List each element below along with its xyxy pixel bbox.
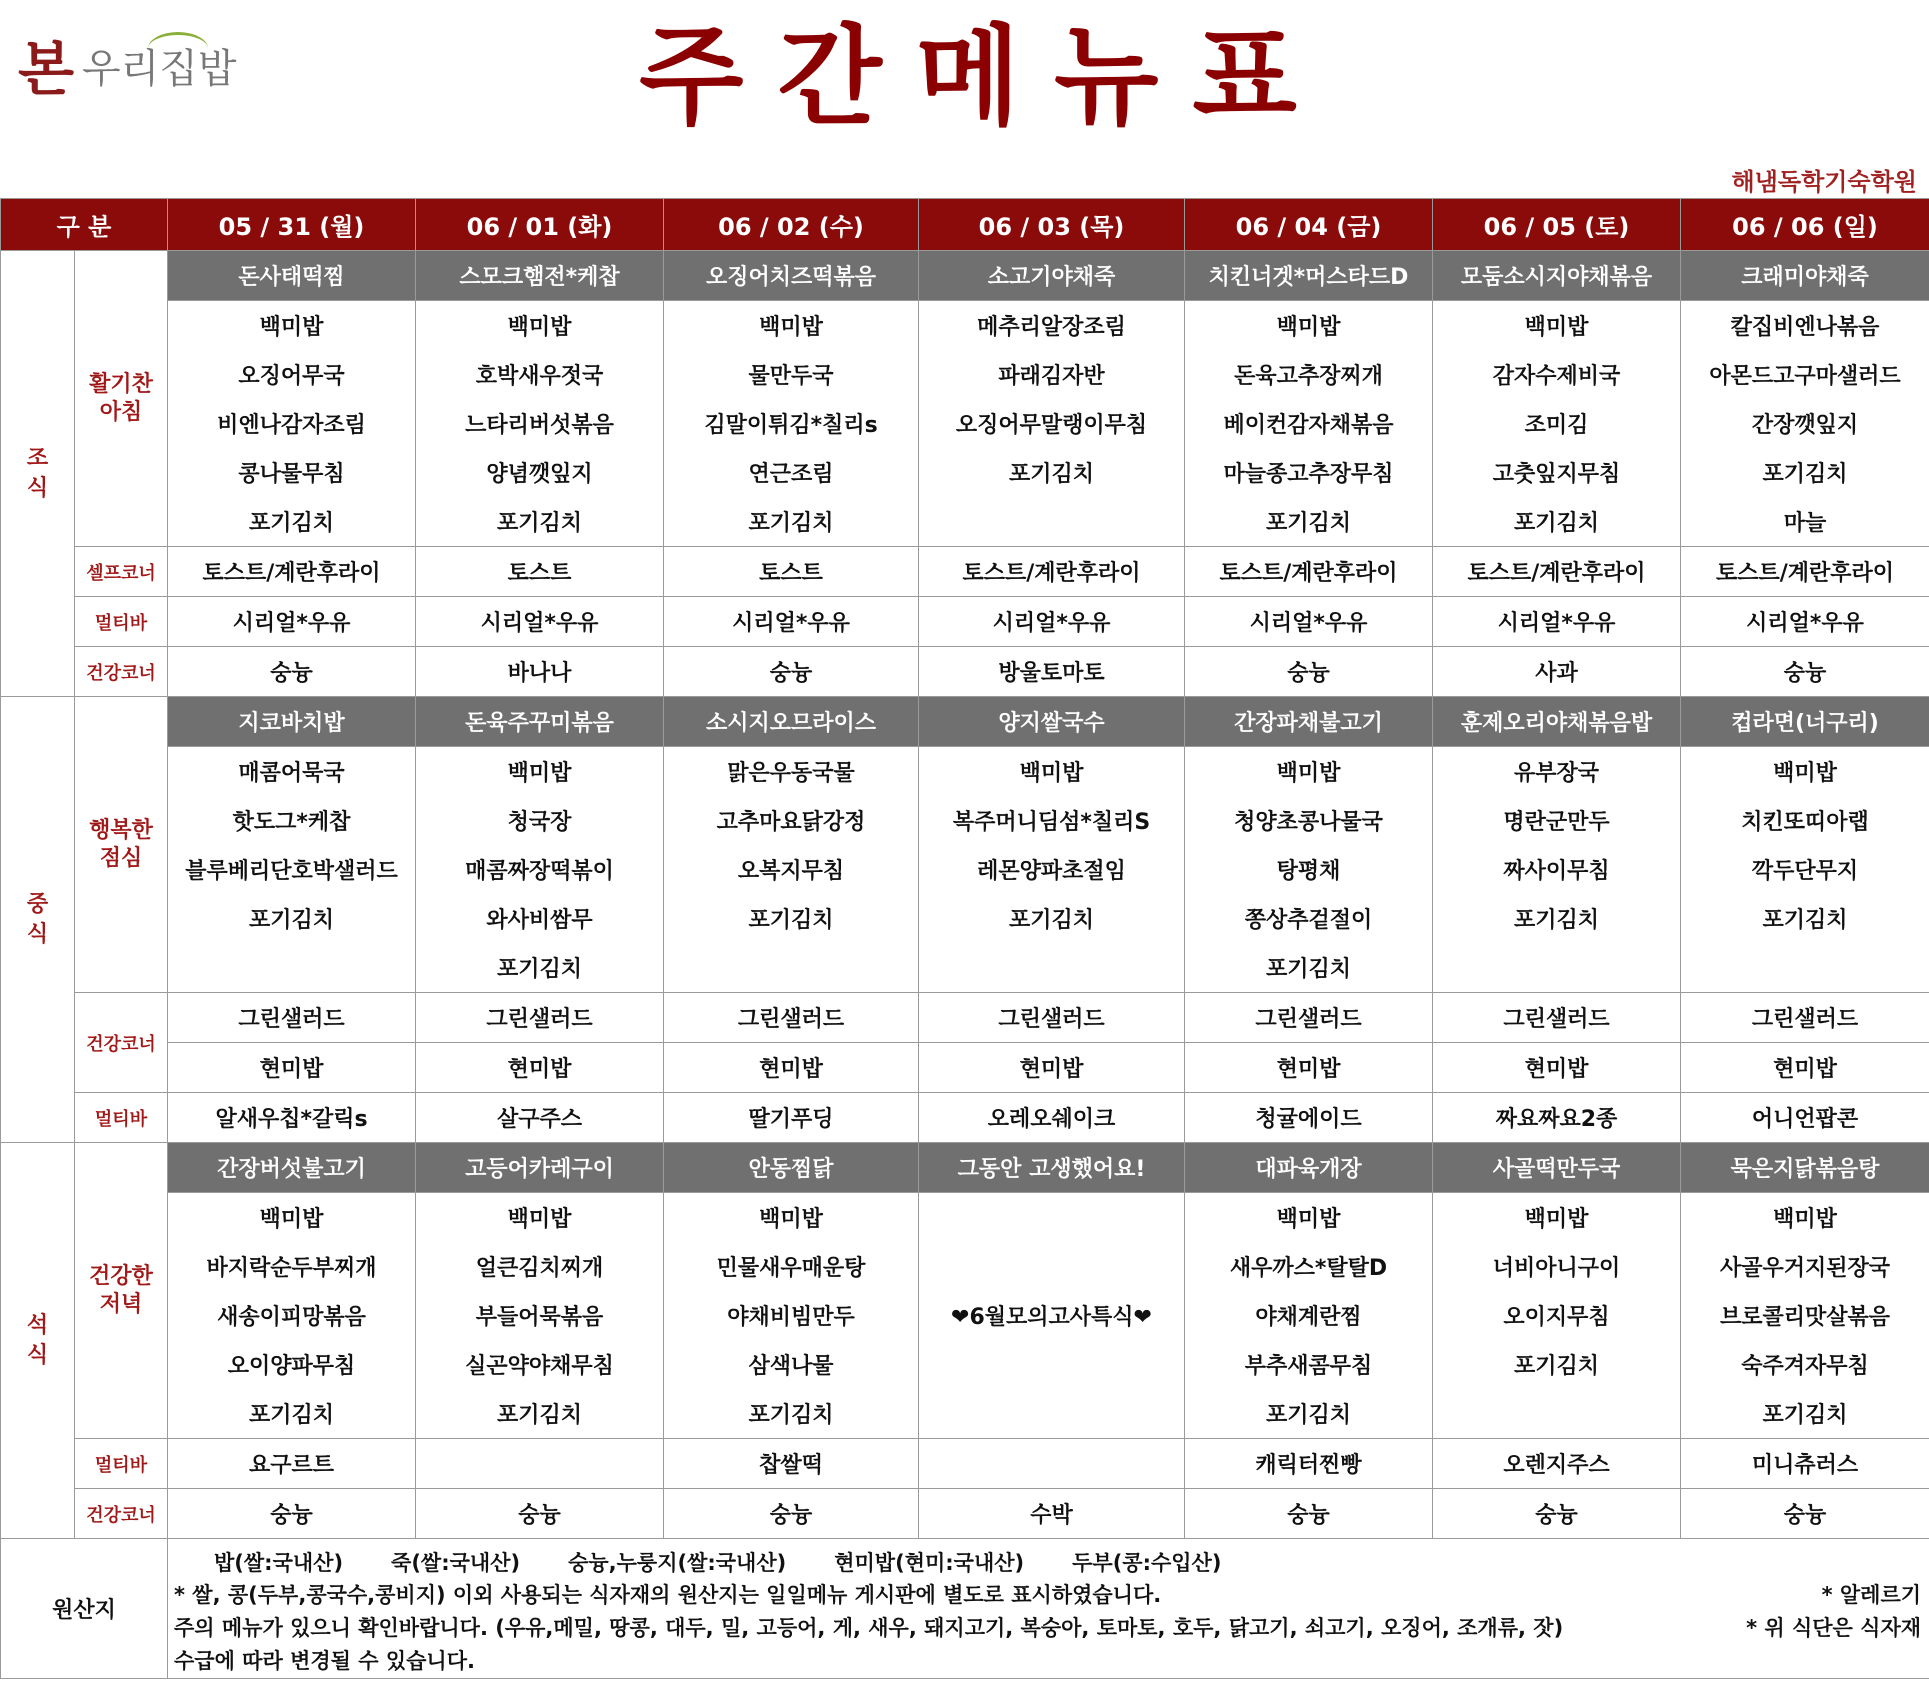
main-dish-cell: 고등어카레구이: [416, 1143, 664, 1193]
main-dish-cell: 묵은지닭볶음탕: [1681, 1143, 1929, 1193]
note-line: [174, 1612, 1929, 1645]
column-header: 06 / 01 (화): [416, 199, 664, 251]
health-corner-cell: 숭늉: [1185, 647, 1433, 697]
menu-item-cell: 백미밥: [1433, 1193, 1681, 1243]
origin-label: 원산지: [1, 1539, 168, 1679]
multi-bar-cell: 살구주스: [416, 1093, 664, 1143]
menu-item-cell: [1433, 943, 1681, 993]
lunch-main-row: [1, 697, 1929, 747]
column-header: 06 / 04 (금): [1185, 199, 1433, 251]
breakfast-meal-label: 활기찬 아침: [75, 251, 168, 547]
menu-item-cell: 탕평채: [1185, 845, 1433, 894]
multi-bar-cell: [416, 1439, 664, 1489]
menu-item-cell: 메추리알장조림: [919, 301, 1185, 351]
multi-bar-cell: 알새우칩*갈릭s: [168, 1093, 416, 1143]
menu-item-cell: 포기김치: [919, 894, 1185, 943]
dinner-menu-row: [1, 1193, 1929, 1243]
multi-bar-cell: 청귤에이드: [1185, 1093, 1433, 1143]
menu-item-cell: 백미밥: [168, 1193, 416, 1243]
self-corner-cell: 토스트/계란후라이: [919, 547, 1185, 597]
health-corner-cell: 숭늉: [664, 1489, 919, 1539]
health-corner-cell: 숭늉: [416, 1489, 664, 1539]
menu-item-cell: 오이양파무침: [168, 1340, 416, 1389]
breakfast-section-label: 조 식: [1, 251, 75, 697]
origin-item: 숭늉,누룽지(쌀:국내산): [568, 1551, 787, 1575]
menu-item-cell: 백미밥: [1185, 747, 1433, 797]
menu-item-cell: 조미김: [1433, 399, 1681, 448]
menu-item-cell: 고추마요닭강정: [664, 796, 919, 845]
health-corner-cell: 그린샐러드: [168, 993, 416, 1043]
health-corner-cell: 그린샐러드: [1681, 993, 1929, 1043]
multi-bar-label: 멀티바: [75, 597, 168, 647]
menu-item-cell: 포기김치: [664, 497, 919, 547]
menu-item-cell: 새송이피망볶음: [168, 1291, 416, 1340]
breakfast-menu-row: [1, 399, 1929, 448]
health-corner-cell: 그린샐러드: [1185, 993, 1433, 1043]
main-dish-cell: 안동찜닭: [664, 1143, 919, 1193]
origin-item: 밥(쌀:국내산): [214, 1551, 344, 1575]
health-rice-cell: 현미밥: [919, 1043, 1185, 1093]
lunch-menu-row: [1, 845, 1929, 894]
main-dish-cell: 양지쌀국수: [919, 697, 1185, 747]
multi-bar-cell: 요구르트: [168, 1439, 416, 1489]
menu-item-cell: 백미밥: [1185, 1193, 1433, 1243]
health-corner-label: 건강코너: [75, 1489, 168, 1539]
menu-item-cell: 물만두국: [664, 350, 919, 399]
menu-item-cell: 실곤약야채무침: [416, 1340, 664, 1389]
menu-item-cell: ❤6월모의고사특식❤: [919, 1291, 1185, 1340]
main-dish-cell: 치킨너겟*머스타드D: [1185, 251, 1433, 301]
menu-item-cell: 포기김치: [1681, 1389, 1929, 1439]
menu-item-cell: 얼큰김치찌개: [416, 1242, 664, 1291]
main-dish-cell: 돈사태떡찜: [168, 251, 416, 301]
menu-item-cell: 포기김치: [919, 448, 1185, 497]
page-title: 주간메뉴표: [639, 15, 1331, 140]
breakfast-self-corner-row: [1, 547, 1929, 597]
menu-item-cell: 부추새콤무침: [1185, 1340, 1433, 1389]
column-header: 06 / 05 (토): [1433, 199, 1681, 251]
multi-bar-cell: 찹쌀떡: [664, 1439, 919, 1489]
health-corner-cell: 숭늉: [664, 647, 919, 697]
menu-item-cell: 백미밥: [664, 1193, 919, 1243]
multi-bar-cell: [919, 1439, 1185, 1489]
main-dish-cell: 소고기야채죽: [919, 251, 1185, 301]
menu-item-cell: 백미밥: [1681, 747, 1929, 797]
menu-item-cell: 포기김치: [168, 894, 416, 943]
dinner-health-corner-row: [1, 1489, 1929, 1539]
health-corner-cell: 숭늉: [1433, 1489, 1681, 1539]
main-dish-cell: 지코바치밥: [168, 697, 416, 747]
breakfast-menu-row: [1, 301, 1929, 351]
weekly-menu-table: [0, 198, 1929, 1679]
multi-bar-cell: 시리얼*우유: [664, 597, 919, 647]
menu-item-cell: 포기김치: [1185, 497, 1433, 547]
note-text: 주의 메뉴가 있으니 확인바랍니다. (우유,메밀, 땅콩, 대두, 밀, 고등어, 게, 새우, 돼지고기, 복숭아, 토마토, 호두, 닭고기, 쇠고기, 오징어, 조개류, 잣): [174, 1616, 1564, 1640]
menu-item-cell: [919, 497, 1185, 547]
menu-item-cell: 부들어묵볶음: [416, 1291, 664, 1340]
note-text-right: * 위 식단은 식자재: [1746, 1616, 1922, 1640]
origin-item: 현미밥(현미:국내산): [834, 1551, 1025, 1575]
column-header: 구 분: [1, 199, 168, 251]
lunch-menu-row: [1, 747, 1929, 797]
health-corner-cell: 숭늉: [1185, 1489, 1433, 1539]
menu-item-cell: 포기김치: [416, 1389, 664, 1439]
menu-item-cell: 블루베리단호박샐러드: [168, 845, 416, 894]
logo-mark: 본: [18, 35, 75, 103]
menu-item-cell: 바지락순두부찌개: [168, 1242, 416, 1291]
school-name: 해냄독학기숙학원: [1731, 168, 1917, 196]
menu-item-cell: 포기김치: [416, 497, 664, 547]
note-text: * 쌀, 콩(두부,콩국수,콩비지) 이외 사용되는 식자재의 원산지는 일일메뉴 게시판에 별도로 표시하였습니다.: [174, 1583, 1162, 1607]
menu-item-cell: 청국장: [416, 796, 664, 845]
dinner-menu-row: [1, 1242, 1929, 1291]
multi-bar-cell: 시리얼*우유: [1185, 597, 1433, 647]
menu-item-cell: [168, 943, 416, 993]
lunch-multi-bar-row: [1, 1093, 1929, 1143]
menu-item-cell: 짜사이무침: [1433, 845, 1681, 894]
menu-item-cell: 오징어무국: [168, 350, 416, 399]
main-dish-cell: 간장버섯불고기: [168, 1143, 416, 1193]
health-corner-cell: 숭늉: [1681, 647, 1929, 697]
main-dish-cell: 그동안 고생했어요!: [919, 1143, 1185, 1193]
column-header: 06 / 03 (목): [919, 199, 1185, 251]
breakfast-main-row: [1, 251, 1929, 301]
menu-item-cell: 야채비빔만두: [664, 1291, 919, 1340]
menu-item-cell: 김말이튀김*칠리s: [664, 399, 919, 448]
menu-item-cell: 복주머니딤섬*칠리S: [919, 796, 1185, 845]
menu-item-cell: 너비아니구이: [1433, 1242, 1681, 1291]
menu-item-cell: 포기김치: [168, 1389, 416, 1439]
menu-item-cell: 깍두단무지: [1681, 845, 1929, 894]
menu-item-cell: 호박새우젓국: [416, 350, 664, 399]
menu-item-cell: 백미밥: [919, 747, 1185, 797]
main-dish-cell: 크래미야채죽: [1681, 251, 1929, 301]
menu-item-cell: 콩나물무침: [168, 448, 416, 497]
menu-item-cell: 포기김치: [1433, 497, 1681, 547]
breakfast-menu-row: [1, 448, 1929, 497]
self-corner-cell: 토스트/계란후라이: [1185, 547, 1433, 597]
menu-item-cell: [1433, 1389, 1681, 1439]
menu-item-cell: [664, 943, 919, 993]
menu-item-cell: 브로콜리맛살볶음: [1681, 1291, 1929, 1340]
menu-item-cell: 연근조림: [664, 448, 919, 497]
menu-item-cell: 양념깻잎지: [416, 448, 664, 497]
menu-item-cell: 백미밥: [416, 301, 664, 351]
health-corner-cell: 그린샐러드: [664, 993, 919, 1043]
menu-item-cell: 맑은우동국물: [664, 747, 919, 797]
note-text-right: * 알레르기: [1821, 1583, 1922, 1607]
note-text: 수급에 따라 변경될 수 있습니다.: [174, 1649, 475, 1673]
dinner-menu-row: [1, 1389, 1929, 1439]
menu-item-cell: 포기김치: [1185, 943, 1433, 993]
menu-item-cell: 명란군만두: [1433, 796, 1681, 845]
menu-item-cell: 백미밥: [168, 301, 416, 351]
self-corner-cell: 토스트: [664, 547, 919, 597]
multi-bar-cell: 시리얼*우유: [168, 597, 416, 647]
menu-item-cell: 포기김치: [664, 894, 919, 943]
multi-bar-cell: 어니언팝콘: [1681, 1093, 1929, 1143]
health-corner-cell: 수박: [919, 1489, 1185, 1539]
lunch-health-corner-row: [1, 993, 1929, 1043]
header-row: [1, 199, 1929, 251]
health-corner-cell: 그린샐러드: [416, 993, 664, 1043]
multi-bar-cell: 오렌지주스: [1433, 1439, 1681, 1489]
menu-item-cell: 매콤어묵국: [168, 747, 416, 797]
lunch-menu-row: [1, 796, 1929, 845]
menu-item-cell: 사골우거지된장국: [1681, 1242, 1929, 1291]
self-corner-label: 셀프코너: [75, 547, 168, 597]
menu-item-cell: 새우까스*탈탈D: [1185, 1242, 1433, 1291]
health-corner-cell: 숭늉: [168, 1489, 416, 1539]
origin-items: [174, 1539, 1929, 1579]
menu-item-cell: [919, 1193, 1185, 1243]
health-corner-cell: 숭늉: [168, 647, 416, 697]
main-dish-cell: 훈제오리야채볶음밥: [1433, 697, 1681, 747]
menu-item-cell: 포기김치: [1185, 1389, 1433, 1439]
health-rice-cell: 현미밥: [1681, 1043, 1929, 1093]
menu-item-cell: 매콤짜장떡볶이: [416, 845, 664, 894]
menu-item-cell: 감자수제비국: [1433, 350, 1681, 399]
health-corner-cell: 숭늉: [1681, 1489, 1929, 1539]
menu-item-cell: 비엔나감자조림: [168, 399, 416, 448]
lunch-menu-row: [1, 894, 1929, 943]
main-dish-cell: 돈육주꾸미볶음: [416, 697, 664, 747]
menu-item-cell: 포기김치: [1433, 894, 1681, 943]
column-header: 05 / 31 (월): [168, 199, 416, 251]
menu-item-cell: [1681, 943, 1929, 993]
health-rice-cell: 현미밥: [664, 1043, 919, 1093]
menu-item-cell: 느타리버섯볶음: [416, 399, 664, 448]
multi-bar-label: 멀티바: [75, 1439, 168, 1489]
origin-item: 죽(쌀:국내산): [391, 1551, 521, 1575]
column-header: 06 / 06 (일): [1681, 199, 1929, 251]
dinner-section-label: 석 식: [1, 1143, 75, 1539]
note-line: [174, 1645, 1929, 1678]
health-corner-cell: 바나나: [416, 647, 664, 697]
menu-item-cell: 돈육고추장찌개: [1185, 350, 1433, 399]
menu-item-cell: 아몬드고구마샐러드: [1681, 350, 1929, 399]
dinner-multi-bar-row: [1, 1439, 1929, 1489]
multi-bar-cell: 시리얼*우유: [919, 597, 1185, 647]
breakfast-health-corner-row: [1, 647, 1929, 697]
menu-item-cell: 포기김치: [1681, 448, 1929, 497]
menu-item-cell: 칼집비엔나볶음: [1681, 301, 1929, 351]
health-corner-cell: 방울토마토: [919, 647, 1185, 697]
breakfast-menu-row: [1, 497, 1929, 547]
main-dish-cell: 사골떡만두국: [1433, 1143, 1681, 1193]
lunch-meal-label: 행복한 점심: [75, 697, 168, 993]
health-corner-label: 건강코너: [75, 993, 168, 1093]
multi-bar-cell: 시리얼*우유: [416, 597, 664, 647]
multi-bar-cell: 딸기푸딩: [664, 1093, 919, 1143]
main-dish-cell: 소시지오므라이스: [664, 697, 919, 747]
menu-item-cell: 유부장국: [1433, 747, 1681, 797]
dinner-main-row: [1, 1143, 1929, 1193]
menu-item-cell: 백미밥: [1433, 301, 1681, 351]
column-header: 06 / 02 (수): [664, 199, 919, 251]
menu-item-cell: 민물새우매운탕: [664, 1242, 919, 1291]
menu-item-cell: 오이지무침: [1433, 1291, 1681, 1340]
menu-item-cell: 쫑상추겉절이: [1185, 894, 1433, 943]
menu-item-cell: 포기김치: [168, 497, 416, 547]
menu-item-cell: 간장깻잎지: [1681, 399, 1929, 448]
health-corner-cell: 그린샐러드: [919, 993, 1185, 1043]
multi-bar-cell: 미니츄러스: [1681, 1439, 1929, 1489]
main-dish-cell: 대파육개장: [1185, 1143, 1433, 1193]
menu-item-cell: 레몬양파초절임: [919, 845, 1185, 894]
menu-item-cell: 포기김치: [1433, 1340, 1681, 1389]
breakfast-menu-row: [1, 350, 1929, 399]
menu-item-cell: 야채계란찜: [1185, 1291, 1433, 1340]
health-corner-cell: 사과: [1433, 647, 1681, 697]
self-corner-cell: 토스트/계란후라이: [1681, 547, 1929, 597]
health-rice-cell: 현미밥: [168, 1043, 416, 1093]
menu-item-cell: [919, 1389, 1185, 1439]
menu-item-cell: 백미밥: [1681, 1193, 1929, 1243]
multi-bar-label: 멀티바: [75, 1093, 168, 1143]
menu-item-cell: [919, 1242, 1185, 1291]
menu-item-cell: 파래김자반: [919, 350, 1185, 399]
multi-bar-cell: 캐릭터찐빵: [1185, 1439, 1433, 1489]
menu-item-cell: 베이컨감자채볶음: [1185, 399, 1433, 448]
self-corner-cell: 토스트: [416, 547, 664, 597]
health-rice-cell: 현미밥: [1433, 1043, 1681, 1093]
menu-item-cell: 와사비쌈무: [416, 894, 664, 943]
menu-item-cell: 백미밥: [416, 747, 664, 797]
menu-item-cell: 청양초콩나물국: [1185, 796, 1433, 845]
health-rice-cell: 현미밥: [1185, 1043, 1433, 1093]
lunch-section-label: 중 식: [1, 697, 75, 1143]
lunch-menu-row: [1, 943, 1929, 993]
main-dish-cell: 모둠소시지야채볶음: [1433, 251, 1681, 301]
menu-item-cell: 백미밥: [416, 1193, 664, 1243]
origin-row: [1, 1539, 1929, 1679]
health-corner-cell: 그린샐러드: [1433, 993, 1681, 1043]
menu-item-cell: 오징어무말랭이무침: [919, 399, 1185, 448]
menu-item-cell: 오복지무침: [664, 845, 919, 894]
main-dish-cell: 오징어치즈떡볶음: [664, 251, 919, 301]
dinner-menu-row: [1, 1340, 1929, 1389]
menu-item-cell: 숙주겨자무침: [1681, 1340, 1929, 1389]
menu-item-cell: 마늘: [1681, 497, 1929, 547]
main-dish-cell: 컵라면(너구리): [1681, 697, 1929, 747]
health-corner-label: 건강코너: [75, 647, 168, 697]
menu-item-cell: 핫도그*케찹: [168, 796, 416, 845]
menu-item-cell: 포기김치: [416, 943, 664, 993]
breakfast-multi-bar-row: [1, 597, 1929, 647]
menu-item-cell: 마늘종고추장무침: [1185, 448, 1433, 497]
menu-item-cell: 삼색나물: [664, 1340, 919, 1389]
menu-item-cell: [919, 1340, 1185, 1389]
self-corner-cell: 토스트/계란후라이: [1433, 547, 1681, 597]
menu-item-cell: [919, 943, 1185, 993]
multi-bar-cell: 시리얼*우유: [1433, 597, 1681, 647]
dinner-menu-row: [1, 1291, 1929, 1340]
multi-bar-cell: 시리얼*우유: [1681, 597, 1929, 647]
origin-item: 두부(콩:수입산): [1072, 1551, 1222, 1575]
note-line: [174, 1579, 1929, 1612]
menu-item-cell: 고춧잎지무침: [1433, 448, 1681, 497]
dinner-meal-label: 건강한 저녁: [75, 1143, 168, 1439]
health-rice-cell: 현미밥: [416, 1043, 664, 1093]
lunch-health-rice-row: [1, 1043, 1929, 1093]
multi-bar-cell: 짜요짜요2종: [1433, 1093, 1681, 1143]
menu-item-cell: 포기김치: [1681, 894, 1929, 943]
menu-item-cell: 백미밥: [664, 301, 919, 351]
multi-bar-cell: 오레오쉐이크: [919, 1093, 1185, 1143]
self-corner-cell: 토스트/계란후라이: [168, 547, 416, 597]
origin-notes: [168, 1539, 1929, 1679]
main-dish-cell: 스모크햄전*케찹: [416, 251, 664, 301]
menu-item-cell: 백미밥: [1185, 301, 1433, 351]
menu-item-cell: 포기김치: [664, 1389, 919, 1439]
main-dish-cell: 간장파채불고기: [1185, 697, 1433, 747]
menu-item-cell: 치킨또띠아랩: [1681, 796, 1929, 845]
logo-text: 우리집밥: [82, 46, 237, 92]
